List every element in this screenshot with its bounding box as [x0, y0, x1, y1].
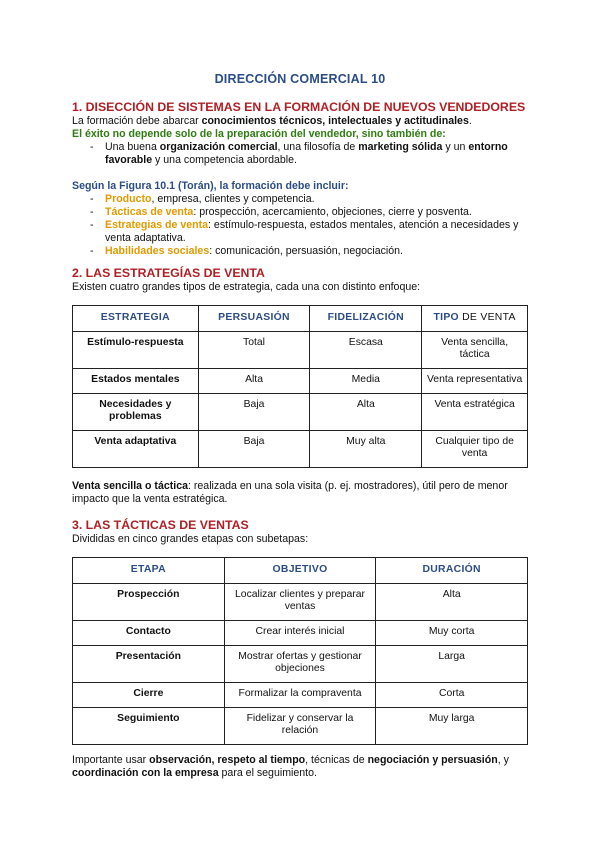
header-tipo-venta: TIPO DE VENTA: [422, 306, 528, 332]
header-estrategia: ESTRATEGIA: [73, 306, 199, 332]
figure-line: Según la Figura 10.1 (Torán), la formación debe incluir:: [72, 180, 349, 192]
training-items-list: [72, 193, 528, 258]
table-header-row: [73, 306, 528, 332]
table-row: Contacto Crear interés inicial Muy corta: [73, 620, 528, 645]
list-item: - Habilidades sociales: comunicación, persuasión, negociación.: [72, 245, 528, 258]
strategies-table: [72, 305, 528, 468]
table-row: Prospección Localizar clientes y preparar ventas Alta: [73, 583, 528, 620]
section1-bullet-list: [72, 141, 528, 167]
table-row: Estados mentales Alta Media Venta representativa: [73, 368, 528, 393]
header-fidelizacion: FIDELIZACIÓN: [310, 306, 422, 332]
section1-green-line: El éxito no depende solo de la preparación del vendedor, sino también de:: [72, 128, 446, 140]
table-row: Venta adaptativa Baja Muy alta Cualquier tipo de venta: [73, 430, 528, 467]
table-row: Presentación Mostrar ofertas y gestionar objeciones Larga: [73, 645, 528, 682]
tactics-table: [72, 557, 528, 745]
table-row: Estímulo-respuesta Total Escasa Venta sencilla, táctica: [73, 331, 528, 368]
table-row: Cierre Formalizar la compraventa Corta: [73, 682, 528, 707]
section1-heading: 1. DISECCIÓN DE SISTEMAS EN LA FORMACIÓN DE NUEVOS VENDEDORES: [72, 100, 526, 114]
table-row: Seguimiento Fidelizar y conservar la relación Muy larga: [73, 707, 528, 744]
section1-intro: La formación debe abarcar conocimientos técnicos, intelectuales y actitudinales.: [72, 115, 472, 127]
section3-heading: 3. LAS TÁCTICAS DE VENTAS: [72, 518, 249, 532]
table-row: Necesidades y problemas Baja Alta Venta estratégica: [73, 393, 528, 430]
section2-note: Venta sencilla o táctica: realizada en una sola visita (p. ej. mostradores), útil pero de menor impacto que la venta estratégica.: [72, 480, 508, 505]
list-item: - Una buena organización comercial, una filosofía de marketing sólida y un entorno favorable y una competencia abordable.: [72, 141, 528, 167]
table-header-row: [73, 558, 528, 584]
section2-heading: 2. LAS ESTRATEGÍAS DE VENTA: [72, 266, 265, 280]
header-duracion: DURACIÓN: [376, 558, 528, 584]
section3-intro: Divididas en cinco grandes etapas con subetapas:: [72, 533, 309, 545]
document-title: DIRECCIÓN COMERCIAL 10: [214, 72, 386, 86]
section3-closing: Importante usar observación, respeto al tiempo, técnicas de negociación y persuasión, y coordinación con la empresa para el seguimiento.: [72, 754, 509, 779]
section2-intro: Existen cuatro grandes tipos de estrategia, cada una con distinto enfoque:: [72, 281, 421, 293]
header-objetivo: OBJETIVO: [224, 558, 376, 584]
header-persuasion: PERSUASIÓN: [198, 306, 310, 332]
header-etapa: ETAPA: [73, 558, 225, 584]
list-item: - Producto, empresa, clientes y competencia.: [72, 193, 528, 206]
list-item: - Tácticas de venta: prospección, acercamiento, objeciones, cierre y posventa.: [72, 206, 528, 219]
list-item: - Estrategias de venta: estímulo-respuesta, estados mentales, atención a necesidades y venta adaptativa.: [72, 219, 528, 245]
